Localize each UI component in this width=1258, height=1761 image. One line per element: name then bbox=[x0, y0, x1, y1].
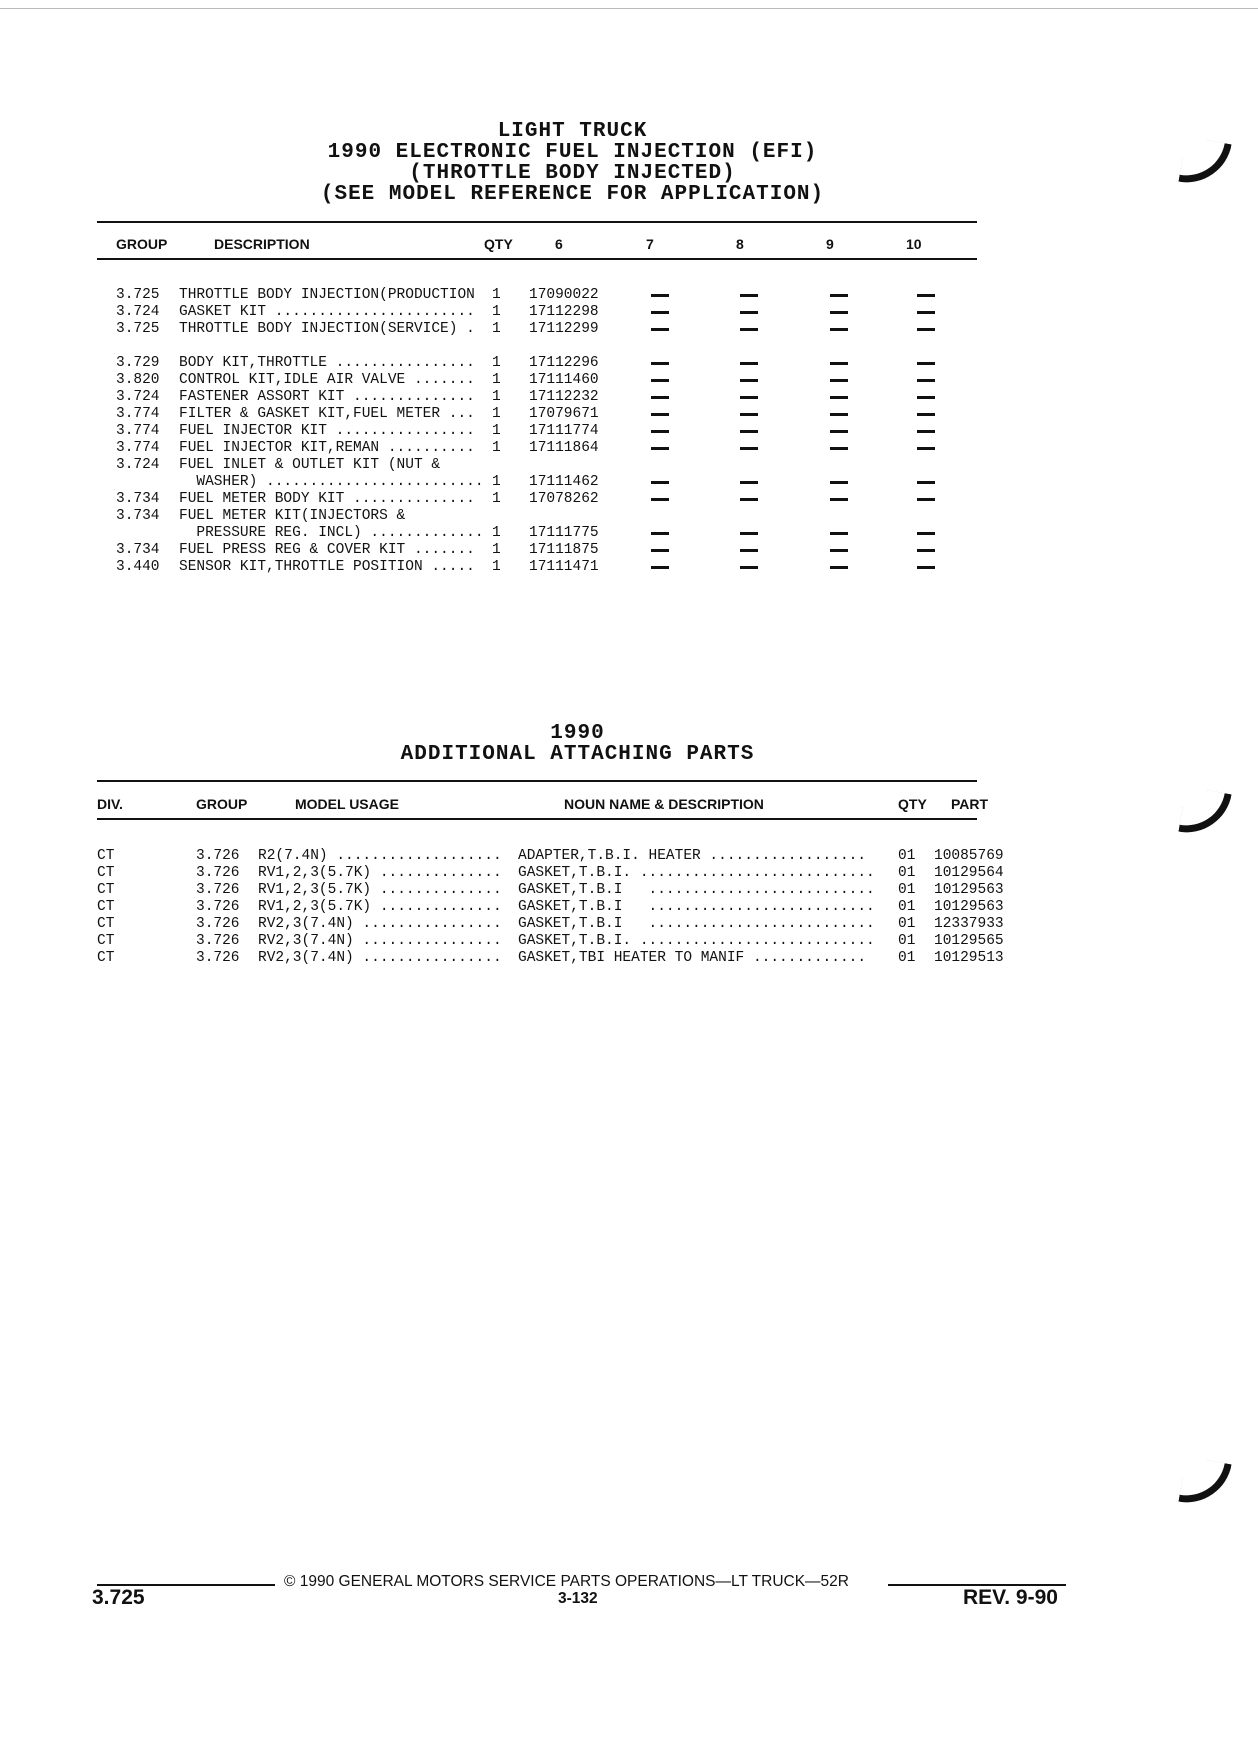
description-cell: FUEL INLET & OUTLET KIT (NUT & bbox=[179, 457, 441, 473]
col-10: 10 bbox=[906, 236, 922, 252]
part-number-cell: 17111460 bbox=[529, 372, 599, 388]
col-9: 9 bbox=[826, 236, 834, 252]
not-applicable-dash bbox=[830, 549, 848, 552]
not-applicable-dash bbox=[917, 396, 935, 399]
qty-cell: 1 bbox=[492, 474, 501, 490]
model-usage-cell: RV2,3(7.4N) ................ bbox=[258, 950, 502, 966]
copyright-line: © 1990 GENERAL MOTORS SERVICE PARTS OPERATIONS—LT TRUCK—52R bbox=[284, 1573, 849, 1590]
description-cell: WASHER) ......................... bbox=[179, 474, 484, 490]
qty-cell: 01 bbox=[898, 916, 916, 932]
group-cell: 3.440 bbox=[116, 559, 160, 575]
div-cell: CT bbox=[97, 933, 115, 949]
noun-name-cell: ADAPTER,T.B.I. HEATER .................. bbox=[518, 848, 867, 864]
qty-cell: 01 bbox=[898, 865, 916, 881]
col-model-usage: MODEL USAGE bbox=[295, 796, 399, 812]
part-number-cell: 17111775 bbox=[529, 525, 599, 541]
not-applicable-dash bbox=[917, 532, 935, 535]
col-8: 8 bbox=[736, 236, 744, 252]
not-applicable-dash bbox=[651, 532, 669, 535]
description-cell: CONTROL KIT,IDLE AIR VALVE ....... bbox=[179, 372, 475, 388]
group-cell: 3.725 bbox=[116, 287, 160, 303]
not-applicable-dash bbox=[917, 294, 935, 297]
not-applicable-dash bbox=[830, 311, 848, 314]
not-applicable-dash bbox=[830, 294, 848, 297]
part-number-cell: 17112299 bbox=[529, 321, 599, 337]
part-number-cell: 17112232 bbox=[529, 389, 599, 405]
not-applicable-dash bbox=[740, 532, 758, 535]
col-7: 7 bbox=[646, 236, 654, 252]
part-number-cell: 12337933 bbox=[934, 916, 1004, 932]
model-usage-cell: RV2,3(7.4N) ................ bbox=[258, 916, 502, 932]
model-usage-cell: R2(7.4N) ................... bbox=[258, 848, 502, 864]
title-line: (SEE MODEL REFERENCE FOR APPLICATION) bbox=[320, 183, 825, 206]
qty-cell: 1 bbox=[492, 423, 501, 439]
part-number-cell: 17111774 bbox=[529, 423, 599, 439]
col-part: PART bbox=[951, 796, 989, 812]
not-applicable-dash bbox=[917, 498, 935, 501]
not-applicable-dash bbox=[740, 311, 758, 314]
not-applicable-dash bbox=[740, 447, 758, 450]
qty-cell: 1 bbox=[492, 491, 501, 507]
not-applicable-dash bbox=[651, 294, 669, 297]
model-usage-cell: RV2,3(7.4N) ................ bbox=[258, 933, 502, 949]
binder-hole-mark-icon bbox=[1178, 1456, 1231, 1509]
not-applicable-dash bbox=[830, 498, 848, 501]
part-number-cell: 17111471 bbox=[529, 559, 599, 575]
col-div: DIV. bbox=[97, 796, 123, 812]
group-cell: 3.726 bbox=[196, 950, 240, 966]
not-applicable-dash bbox=[740, 294, 758, 297]
group-cell: 3.726 bbox=[196, 933, 240, 949]
title-line: 1990 ELECTRONIC FUEL INJECTION (EFI) bbox=[327, 141, 818, 164]
not-applicable-dash bbox=[917, 328, 935, 331]
not-applicable-dash bbox=[830, 430, 848, 433]
table1-body bbox=[0, 287, 1000, 587]
not-applicable-dash bbox=[830, 362, 848, 365]
not-applicable-dash bbox=[917, 481, 935, 484]
qty-cell: 1 bbox=[492, 389, 501, 405]
not-applicable-dash bbox=[917, 362, 935, 365]
description-cell: SENSOR KIT,THROTTLE POSITION ..... bbox=[179, 559, 475, 575]
part-number-cell: 10129565 bbox=[934, 933, 1004, 949]
not-applicable-dash bbox=[651, 328, 669, 331]
part-number-cell: 17090022 bbox=[529, 287, 599, 303]
part-number-cell: 17079671 bbox=[529, 406, 599, 422]
group-cell: 3.774 bbox=[116, 406, 160, 422]
not-applicable-dash bbox=[651, 396, 669, 399]
group-cell: 3.734 bbox=[116, 542, 160, 558]
not-applicable-dash bbox=[917, 566, 935, 569]
group-cell: 3.774 bbox=[116, 423, 160, 439]
description-cell: THROTTLE BODY INJECTION(SERVICE) . bbox=[179, 321, 475, 337]
part-number-cell: 17111875 bbox=[529, 542, 599, 558]
not-applicable-dash bbox=[830, 328, 848, 331]
part-number-cell: 10129563 bbox=[934, 882, 1004, 898]
not-applicable-dash bbox=[830, 532, 848, 535]
qty-cell: 1 bbox=[492, 355, 501, 371]
part-number-cell: 17112298 bbox=[529, 304, 599, 320]
group-cell: 3.726 bbox=[196, 916, 240, 932]
group-cell: 3.734 bbox=[116, 491, 160, 507]
noun-name-cell: GASKET,T.B.I .......................... bbox=[518, 882, 875, 898]
col-group: GROUP bbox=[116, 236, 168, 252]
not-applicable-dash bbox=[740, 413, 758, 416]
table2-top-rule bbox=[97, 780, 977, 782]
page-number: 3-132 bbox=[558, 1590, 598, 1607]
not-applicable-dash bbox=[917, 447, 935, 450]
not-applicable-dash bbox=[917, 311, 935, 314]
not-applicable-dash bbox=[740, 379, 758, 382]
group-cell: 3.724 bbox=[116, 389, 160, 405]
not-applicable-dash bbox=[740, 481, 758, 484]
table2-body bbox=[0, 848, 1010, 978]
part-number-cell: 10129563 bbox=[934, 899, 1004, 915]
binder-hole-mark-icon bbox=[1178, 786, 1231, 839]
binder-hole-mark-icon bbox=[1178, 136, 1231, 189]
div-cell: CT bbox=[97, 950, 115, 966]
group-cell: 3.725 bbox=[116, 321, 160, 337]
not-applicable-dash bbox=[830, 566, 848, 569]
title-line: ADDITIONAL ATTACHING PARTS bbox=[400, 743, 755, 766]
qty-cell: 1 bbox=[492, 372, 501, 388]
description-cell: FASTENER ASSORT KIT .............. bbox=[179, 389, 475, 405]
col-6: 6 bbox=[555, 236, 563, 252]
description-cell: FUEL METER BODY KIT .............. bbox=[179, 491, 475, 507]
table2-header-rule bbox=[97, 818, 977, 820]
description-cell: FUEL INJECTOR KIT ................ bbox=[179, 423, 475, 439]
description-cell: FUEL METER KIT(INJECTORS & bbox=[179, 508, 406, 524]
noun-name-cell: GASKET,TBI HEATER TO MANIF ............. bbox=[518, 950, 867, 966]
qty-cell: 1 bbox=[492, 525, 501, 541]
qty-cell: 01 bbox=[898, 848, 916, 864]
qty-cell: 01 bbox=[898, 933, 916, 949]
div-cell: CT bbox=[97, 882, 115, 898]
description-cell: FILTER & GASKET KIT,FUEL METER ... bbox=[179, 406, 475, 422]
not-applicable-dash bbox=[917, 413, 935, 416]
model-usage-cell: RV1,2,3(5.7K) .............. bbox=[258, 882, 502, 898]
group-cell: 3.726 bbox=[196, 865, 240, 881]
group-cell: 3.724 bbox=[116, 304, 160, 320]
not-applicable-dash bbox=[651, 447, 669, 450]
col-qty: QTY bbox=[484, 236, 513, 252]
table1-top-rule bbox=[97, 221, 977, 223]
part-number-cell: 10085769 bbox=[934, 848, 1004, 864]
part-number-cell: 17111462 bbox=[529, 474, 599, 490]
qty-cell: 1 bbox=[492, 321, 501, 337]
model-usage-cell: RV1,2,3(5.7K) .............. bbox=[258, 865, 502, 881]
qty-cell: 1 bbox=[492, 304, 501, 320]
not-applicable-dash bbox=[740, 362, 758, 365]
col-noun-name: NOUN NAME & DESCRIPTION bbox=[564, 796, 764, 812]
part-number-cell: 17078262 bbox=[529, 491, 599, 507]
not-applicable-dash bbox=[651, 362, 669, 365]
description-cell: THROTTLE BODY INJECTION(PRODUCTION bbox=[179, 287, 475, 303]
part-number-cell: 17111864 bbox=[529, 440, 599, 456]
not-applicable-dash bbox=[830, 379, 848, 382]
not-applicable-dash bbox=[830, 396, 848, 399]
not-applicable-dash bbox=[740, 328, 758, 331]
description-cell: GASKET KIT ....................... bbox=[179, 304, 475, 320]
revision-date: REV. 9-90 bbox=[963, 1586, 1058, 1609]
div-cell: CT bbox=[97, 916, 115, 932]
not-applicable-dash bbox=[651, 566, 669, 569]
group-cell: 3.726 bbox=[196, 848, 240, 864]
noun-name-cell: GASKET,T.B.I .......................... bbox=[518, 916, 875, 932]
not-applicable-dash bbox=[917, 379, 935, 382]
group-cell: 3.724 bbox=[116, 457, 160, 473]
qty-cell: 01 bbox=[898, 950, 916, 966]
qty-cell: 1 bbox=[492, 287, 501, 303]
description-cell: FUEL PRESS REG & COVER KIT ....... bbox=[179, 542, 475, 558]
col-group: GROUP bbox=[196, 796, 248, 812]
not-applicable-dash bbox=[740, 549, 758, 552]
not-applicable-dash bbox=[917, 430, 935, 433]
part-number-cell: 10129513 bbox=[934, 950, 1004, 966]
not-applicable-dash bbox=[651, 549, 669, 552]
not-applicable-dash bbox=[740, 498, 758, 501]
description-cell: BODY KIT,THROTTLE ................ bbox=[179, 355, 475, 371]
qty-cell: 1 bbox=[492, 406, 501, 422]
not-applicable-dash bbox=[740, 396, 758, 399]
group-cell: 3.774 bbox=[116, 440, 160, 456]
group-cell: 3.820 bbox=[116, 372, 160, 388]
part-number-cell: 17112296 bbox=[529, 355, 599, 371]
qty-cell: 1 bbox=[492, 559, 501, 575]
qty-cell: 1 bbox=[492, 542, 501, 558]
not-applicable-dash bbox=[830, 481, 848, 484]
description-cell: PRESSURE REG. INCL) ............. bbox=[179, 525, 484, 541]
part-number-cell: 10129564 bbox=[934, 865, 1004, 881]
top-edge-line bbox=[0, 8, 1258, 9]
not-applicable-dash bbox=[830, 413, 848, 416]
not-applicable-dash bbox=[651, 481, 669, 484]
not-applicable-dash bbox=[651, 379, 669, 382]
noun-name-cell: GASKET,T.B.I .......................... bbox=[518, 899, 875, 915]
not-applicable-dash bbox=[830, 447, 848, 450]
noun-name-cell: GASKET,T.B.I. ........................... bbox=[518, 865, 875, 881]
not-applicable-dash bbox=[740, 566, 758, 569]
not-applicable-dash bbox=[651, 498, 669, 501]
not-applicable-dash bbox=[651, 430, 669, 433]
group-cell: 3.729 bbox=[116, 355, 160, 371]
not-applicable-dash bbox=[651, 413, 669, 416]
not-applicable-dash bbox=[917, 549, 935, 552]
qty-cell: 1 bbox=[492, 440, 501, 456]
not-applicable-dash bbox=[740, 430, 758, 433]
title-line: (THROTTLE BODY INJECTED) bbox=[409, 162, 736, 185]
qty-cell: 01 bbox=[898, 882, 916, 898]
not-applicable-dash bbox=[651, 311, 669, 314]
group-cell: 3.726 bbox=[196, 882, 240, 898]
description-cell: FUEL INJECTOR KIT,REMAN .......... bbox=[179, 440, 475, 456]
col-qty: QTY bbox=[898, 796, 927, 812]
qty-cell: 01 bbox=[898, 899, 916, 915]
group-cell: 3.734 bbox=[116, 508, 160, 524]
model-usage-cell: RV1,2,3(5.7K) .............. bbox=[258, 899, 502, 915]
group-cell: 3.726 bbox=[196, 899, 240, 915]
div-cell: CT bbox=[97, 899, 115, 915]
title-line: LIGHT TRUCK bbox=[497, 120, 648, 143]
noun-name-cell: GASKET,T.B.I. ........................... bbox=[518, 933, 875, 949]
div-cell: CT bbox=[97, 865, 115, 881]
footer-group-number: 3.725 bbox=[92, 1586, 145, 1609]
title-line: 1990 bbox=[550, 722, 605, 745]
col-description: DESCRIPTION bbox=[214, 236, 310, 252]
div-cell: CT bbox=[97, 848, 115, 864]
table1-header-rule bbox=[97, 258, 977, 260]
